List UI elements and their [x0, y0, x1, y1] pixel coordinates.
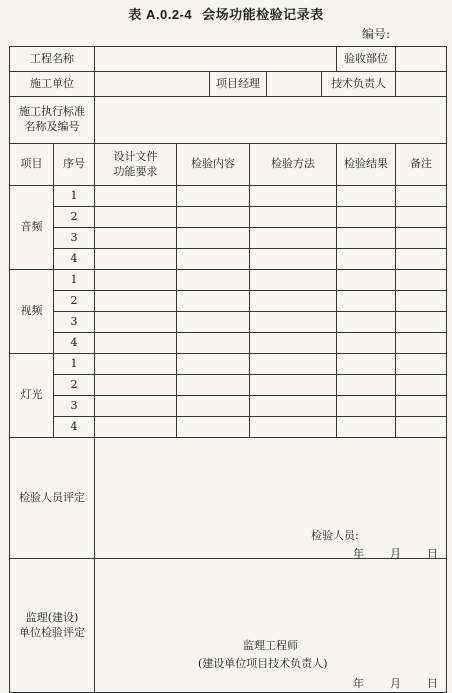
- cell-design[interactable]: [95, 228, 177, 249]
- row-seq: 2: [54, 375, 95, 396]
- cell-method[interactable]: [250, 333, 337, 354]
- col-header-design: [95, 144, 177, 186]
- standard-label-line2: 名称及编号: [24, 120, 80, 133]
- cell-remark[interactable]: [396, 270, 447, 291]
- cell-result[interactable]: [337, 291, 396, 312]
- cell-method[interactable]: [250, 312, 337, 333]
- project-manager-field[interactable]: [267, 72, 322, 96]
- cell-design[interactable]: [95, 186, 177, 207]
- inspector-evaluation-label: 检验人员评定: [10, 438, 95, 559]
- cell-method[interactable]: [250, 207, 337, 228]
- row-seq: 4: [54, 333, 95, 354]
- cell-method[interactable]: [250, 291, 337, 312]
- cell-result[interactable]: [337, 249, 396, 270]
- construction-unit-field[interactable]: [95, 72, 210, 96]
- row-seq: 1: [54, 270, 95, 291]
- technical-lead-field[interactable]: [396, 72, 447, 97]
- standard-field[interactable]: [95, 97, 447, 144]
- supervisor-engineer-label: 监理工程师: [243, 639, 298, 652]
- cell-result[interactable]: [337, 417, 396, 438]
- table-number: 表 A.0.2-4: [128, 7, 193, 22]
- group-label-audio: 音频: [10, 186, 54, 270]
- row-seq: 2: [54, 291, 95, 312]
- cell-design[interactable]: [95, 417, 177, 438]
- row-seq: 3: [54, 312, 95, 333]
- cell-result[interactable]: [337, 375, 396, 396]
- col-header-design-line1: 设计文件: [113, 149, 158, 163]
- col-header-seq: 序号: [54, 144, 95, 186]
- standard-label-line1: 施工执行标准: [19, 105, 85, 119]
- inspector-day: 日: [427, 547, 438, 560]
- supervisor-evaluation-label: [10, 559, 95, 693]
- cell-result[interactable]: [337, 186, 396, 207]
- cell-remark[interactable]: [396, 249, 447, 270]
- cell-method[interactable]: [250, 375, 337, 396]
- cell-content[interactable]: [177, 270, 250, 291]
- inspection-form-table: [9, 46, 447, 693]
- inspector-evaluation-area[interactable]: [95, 438, 447, 559]
- cell-result[interactable]: [337, 312, 396, 333]
- cell-content[interactable]: [177, 207, 250, 228]
- cell-result[interactable]: [337, 207, 396, 228]
- project-name-label: 工程名称: [10, 47, 95, 72]
- cell-design[interactable]: [95, 291, 177, 312]
- cell-content[interactable]: [177, 354, 250, 375]
- cell-method[interactable]: [250, 249, 337, 270]
- supervisor-label-line1: 监理(建设): [25, 610, 79, 624]
- code-label: 编号:: [361, 27, 390, 41]
- cell-design[interactable]: [95, 270, 177, 291]
- cell-method[interactable]: [250, 354, 337, 375]
- cell-result[interactable]: [337, 333, 396, 354]
- cell-content[interactable]: [177, 249, 250, 270]
- col-header-item: 项目: [10, 144, 54, 186]
- cell-content[interactable]: [177, 186, 250, 207]
- supervisor-month: 月: [390, 677, 401, 690]
- project-manager-label: 项目经理: [210, 72, 267, 96]
- cell-method[interactable]: [250, 396, 337, 417]
- row-seq: 1: [54, 354, 95, 375]
- cell-remark[interactable]: [396, 186, 447, 207]
- construction-unit-label: 施工单位: [10, 72, 95, 97]
- cell-remark[interactable]: [396, 291, 447, 312]
- row-seq: 4: [54, 417, 95, 438]
- acceptance-part-label: 验收部位: [337, 47, 396, 72]
- col-header-result: 检验结果: [337, 144, 396, 186]
- row-seq: 2: [54, 207, 95, 228]
- col-header-design-line2: 功能要求: [113, 164, 158, 178]
- supervisor-label-line2: 单位检验评定: [19, 625, 85, 639]
- cell-design[interactable]: [95, 207, 177, 228]
- cell-result[interactable]: [337, 228, 396, 249]
- supervisor-day: 日: [427, 677, 438, 690]
- col-header-remark: 备注: [396, 144, 447, 186]
- cell-content[interactable]: [177, 333, 250, 354]
- cell-method[interactable]: [250, 417, 337, 438]
- group-label-video: 视频: [10, 270, 54, 354]
- inspector-month: 月: [390, 547, 401, 560]
- cell-design[interactable]: [95, 312, 177, 333]
- construction-row-inner: [95, 72, 396, 97]
- standard-label: [10, 97, 95, 144]
- supervisor-engineer-note: (建设单位项目技术负责人): [198, 657, 328, 670]
- document-title: [0, 4, 452, 23]
- cell-method[interactable]: [250, 186, 337, 207]
- cell-remark[interactable]: [396, 207, 447, 228]
- cell-design[interactable]: [95, 375, 177, 396]
- group-label-lighting: 灯光: [10, 354, 54, 438]
- cell-content[interactable]: [177, 312, 250, 333]
- cell-remark[interactable]: [396, 375, 447, 396]
- cell-design[interactable]: [95, 333, 177, 354]
- technical-lead-label: 技术负责人: [331, 76, 386, 90]
- cell-method[interactable]: [250, 228, 337, 249]
- supervisor-year: 年: [353, 677, 364, 690]
- inspector-signer-label: 检验人员:: [311, 529, 359, 542]
- row-seq: 3: [54, 396, 95, 417]
- row-seq: 4: [54, 249, 95, 270]
- supervisor-evaluation-area[interactable]: [95, 559, 447, 693]
- cell-remark[interactable]: [396, 417, 447, 438]
- cell-content[interactable]: [177, 417, 250, 438]
- cell-remark[interactable]: [396, 396, 447, 417]
- col-header-method: 检验方法: [250, 144, 337, 186]
- cell-content[interactable]: [177, 375, 250, 396]
- cell-content[interactable]: [177, 291, 250, 312]
- cell-remark[interactable]: [396, 354, 447, 375]
- cell-method[interactable]: [250, 270, 337, 291]
- row-seq: 1: [54, 186, 95, 207]
- cell-design[interactable]: [95, 249, 177, 270]
- cell-content[interactable]: [177, 396, 250, 417]
- cell-remark[interactable]: [396, 228, 447, 249]
- inspector-year: 年: [353, 547, 364, 560]
- cell-result[interactable]: [337, 270, 396, 291]
- row-seq: 3: [54, 228, 95, 249]
- cell-result[interactable]: [337, 396, 396, 417]
- cell-design[interactable]: [95, 354, 177, 375]
- col-header-content: 检验内容: [177, 144, 250, 186]
- acceptance-part-field[interactable]: [396, 47, 447, 72]
- cell-design[interactable]: [95, 396, 177, 417]
- cell-result[interactable]: [337, 354, 396, 375]
- cell-content[interactable]: [177, 228, 250, 249]
- table-title: 会场功能检验记录表: [202, 8, 324, 23]
- cell-remark[interactable]: [396, 333, 447, 354]
- project-name-field[interactable]: [95, 47, 337, 72]
- cell-remark[interactable]: [396, 312, 447, 333]
